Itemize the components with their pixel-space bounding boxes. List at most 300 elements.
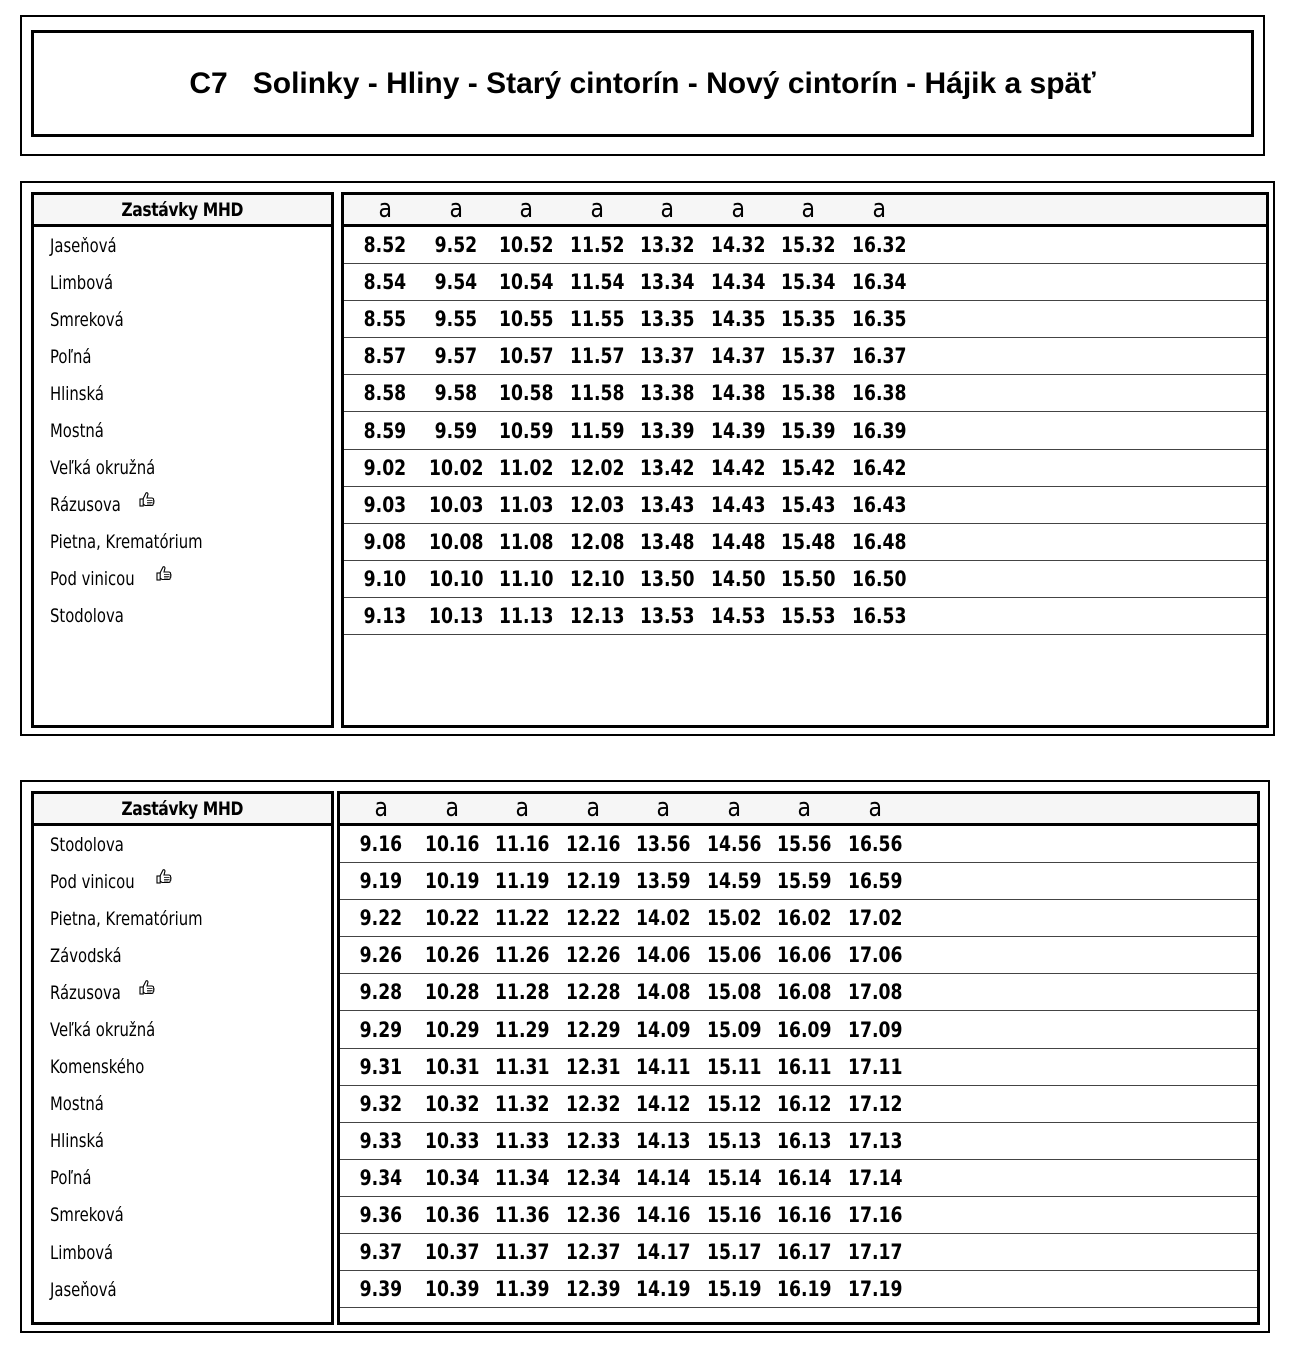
departure-time (350, 493, 421, 517)
departure-time-text: 12.31 (565, 1054, 620, 1079)
table-row (340, 1234, 1257, 1271)
departure-time-text: 10.37 (424, 1240, 479, 1265)
stop-row (34, 301, 331, 338)
departure-time-text: 12.13 (569, 603, 624, 628)
departure-time (699, 943, 770, 967)
departure-time-text: 12.19 (565, 869, 620, 894)
stop-row (34, 1160, 331, 1197)
departure-time (769, 906, 840, 930)
stops-header-label: Zastávky MHD (121, 198, 244, 221)
departure-time-text: 17.11 (847, 1054, 902, 1079)
departure-time (699, 1166, 770, 1190)
departure-time (703, 381, 774, 405)
departure-time (769, 1166, 840, 1190)
departure-time-text: 9.31 (359, 1054, 403, 1079)
departure-time-text: 15.35 (781, 307, 836, 332)
departure-time-text: 16.48 (851, 529, 906, 554)
departure-time (769, 1092, 840, 1116)
column-label: a (656, 793, 671, 823)
departure-time (350, 567, 421, 591)
departure-time (769, 832, 840, 856)
departure-time (487, 906, 558, 930)
departure-time-text: 15.39 (781, 418, 836, 443)
departure-time (840, 869, 911, 893)
departure-time-text: 13.34 (640, 270, 695, 295)
table-row (344, 375, 1266, 412)
departure-time-text: 17.16 (847, 1202, 902, 1227)
departure-time (844, 307, 915, 331)
departure-time-text: 15.53 (781, 603, 836, 628)
table-row (340, 1123, 1257, 1160)
departure-time (491, 270, 562, 294)
departure-time (487, 1240, 558, 1264)
departure-time-text: 12.34 (565, 1165, 620, 1190)
departure-time (487, 1018, 558, 1042)
departure-time-text: 10.55 (499, 307, 554, 332)
departure-time-text: 14.06 (636, 943, 691, 968)
stop-row (34, 375, 331, 412)
departure-time (844, 270, 915, 294)
departure-time-text: 15.48 (781, 529, 836, 554)
departure-time (558, 1018, 629, 1042)
departure-time (628, 1129, 699, 1153)
stop-row (34, 937, 331, 974)
departure-time (703, 270, 774, 294)
stop-row (34, 1271, 331, 1308)
departure-time-text: 13.59 (636, 869, 691, 894)
departure-time (769, 869, 840, 893)
departure-time-text: 8.57 (363, 344, 407, 369)
departure-time-text: 9.54 (434, 270, 477, 295)
departure-time-text: 10.34 (424, 1165, 479, 1190)
column-label: a (730, 194, 745, 224)
departure-time (769, 1203, 840, 1227)
departure-time (558, 906, 629, 930)
table-row (340, 900, 1257, 937)
column-label: a (374, 793, 389, 823)
table-row (340, 937, 1257, 974)
departure-time (350, 530, 421, 554)
departure-time (840, 943, 911, 967)
stop-row (34, 826, 331, 863)
departure-time-text: 16.16 (777, 1202, 832, 1227)
departure-time (487, 1277, 558, 1301)
departure-time-text: 11.58 (569, 381, 624, 406)
departure-time (628, 1240, 699, 1264)
departure-time (562, 567, 633, 591)
departure-time (487, 832, 558, 856)
departure-time-text: 10.08 (428, 529, 483, 554)
departure-time (840, 1277, 911, 1301)
departure-time-text: 12.33 (565, 1128, 620, 1153)
departure-time (417, 832, 488, 856)
departure-time-text: 17.02 (847, 906, 902, 931)
departure-time (699, 1018, 770, 1042)
departure-time (773, 493, 844, 517)
departure-time-text: 11.08 (499, 529, 554, 554)
departure-time (562, 270, 633, 294)
departure-time (346, 1092, 417, 1116)
departure-time (558, 943, 629, 967)
departure-time-text: 10.33 (424, 1128, 479, 1153)
departure-time-text: 13.43 (640, 492, 695, 517)
departure-time-text: 9.22 (359, 906, 403, 931)
departure-time (632, 604, 703, 628)
table-row (344, 301, 1266, 338)
departure-time (421, 456, 492, 480)
departure-time (840, 1166, 911, 1190)
departure-time-text: 16.56 (847, 832, 902, 857)
stop-name: Komenského (50, 1056, 145, 1079)
departure-time-text: 14.08 (636, 980, 691, 1005)
departure-time (346, 1240, 417, 1264)
departure-time-text: 14.35 (710, 307, 765, 332)
stop-row (34, 450, 331, 487)
stop-name: Jaseňová (50, 234, 117, 257)
stop-row (34, 900, 331, 937)
departure-time-text: 14.59 (706, 869, 761, 894)
departure-time-text: 8.52 (363, 233, 407, 258)
departure-time-text: 11.31 (495, 1054, 550, 1079)
title-frame (20, 15, 1265, 156)
departure-time (699, 980, 770, 1004)
table-row (340, 1160, 1257, 1197)
departure-time-text: 10.58 (499, 381, 554, 406)
stop-name: Smreková (50, 1204, 124, 1227)
departure-time-text: 15.02 (706, 906, 761, 931)
times-grid (341, 192, 1269, 728)
table-row (344, 487, 1266, 524)
departure-time-text: 9.08 (363, 529, 407, 554)
departure-time (562, 344, 633, 368)
departure-time-text: 10.28 (424, 980, 479, 1005)
departure-time-text: 14.12 (636, 1091, 691, 1116)
departure-time (558, 1166, 629, 1190)
departure-time-text: 11.02 (499, 455, 554, 480)
departure-time (632, 456, 703, 480)
departure-time-text: 16.34 (851, 270, 906, 295)
departure-time-text: 12.22 (565, 906, 620, 931)
departure-time (628, 980, 699, 1004)
stop-name: Hlinská (50, 382, 104, 405)
departure-time-text: 8.58 (363, 381, 407, 406)
departure-time-text: 12.37 (565, 1240, 620, 1265)
departure-time (421, 567, 492, 591)
stop-row (34, 598, 331, 635)
departure-time (840, 832, 911, 856)
departure-time (628, 1018, 699, 1042)
departure-time (844, 381, 915, 405)
departure-time-text: 12.28 (565, 980, 620, 1005)
departure-time-text: 16.53 (851, 603, 906, 628)
departure-time-text: 14.34 (710, 270, 765, 295)
departure-time-text: 12.03 (569, 492, 624, 517)
departure-time (699, 906, 770, 930)
departure-time-text: 16.35 (851, 307, 906, 332)
stops-list (34, 826, 331, 1308)
departure-time (769, 1055, 840, 1079)
stops-list (34, 227, 331, 635)
departure-time-text: 10.16 (424, 832, 479, 857)
departure-time-text: 12.08 (569, 529, 624, 554)
departure-time-text: 15.38 (781, 381, 836, 406)
departure-time (769, 1240, 840, 1264)
departure-time (844, 604, 915, 628)
departure-time (562, 493, 633, 517)
departure-time (491, 344, 562, 368)
departure-time-text: 15.11 (706, 1054, 761, 1079)
departure-time (417, 906, 488, 930)
column-label: a (515, 793, 530, 823)
departure-time-text: 9.19 (359, 869, 403, 894)
stop-name: Limbová (50, 271, 114, 294)
departure-time-text: 16.59 (847, 869, 902, 894)
departure-time-text: 16.06 (777, 943, 832, 968)
departure-time-text: 16.19 (777, 1277, 832, 1302)
stop-name: Hlinská (50, 1130, 104, 1153)
departure-time-text: 10.54 (499, 270, 554, 295)
table-row (340, 1271, 1257, 1308)
departure-time-text: 15.09 (706, 1017, 761, 1042)
departure-time-text: 13.32 (640, 233, 695, 258)
column-label: a (589, 194, 604, 224)
departure-time (844, 419, 915, 443)
stop-row (34, 1234, 331, 1271)
departure-time (417, 1092, 488, 1116)
timetable-return (20, 780, 1270, 1333)
departure-time (417, 943, 488, 967)
departure-time (491, 456, 562, 480)
stop-name: Stodolova (50, 833, 124, 856)
departure-time-text: 15.34 (781, 270, 836, 295)
stop-name: Závodská (50, 944, 122, 967)
timetable-outbound (20, 181, 1275, 736)
departure-time (769, 1129, 840, 1153)
thumbs-up-icon (137, 490, 157, 510)
stop-row (34, 412, 331, 449)
departure-time (558, 1129, 629, 1153)
table-row (344, 227, 1266, 264)
stop-name: Pod vinicou (50, 568, 135, 591)
departure-time-text: 10.10 (428, 566, 483, 591)
departure-time-text: 9.52 (434, 233, 477, 258)
departure-time (773, 419, 844, 443)
departure-time-text: 10.19 (424, 869, 479, 894)
departure-time (487, 1092, 558, 1116)
stop-name: Veľká okružná (50, 457, 156, 480)
departure-time (840, 1240, 911, 1264)
departure-time (346, 943, 417, 967)
stop-row (34, 1123, 331, 1160)
departure-time (350, 307, 421, 331)
departure-time-text: 11.55 (569, 307, 624, 332)
departure-time-text: 15.08 (706, 980, 761, 1005)
stop-row (34, 1197, 331, 1234)
departure-time (632, 381, 703, 405)
departure-time-text: 11.33 (495, 1128, 550, 1153)
departure-time-text: 16.02 (777, 906, 832, 931)
column-label: a (448, 194, 463, 224)
departure-time-text: 11.32 (495, 1091, 550, 1116)
departure-time (421, 604, 492, 628)
column-label: a (726, 793, 741, 823)
departure-time (632, 270, 703, 294)
departure-time-text: 13.56 (636, 832, 691, 857)
departure-time (491, 493, 562, 517)
departure-time (421, 493, 492, 517)
departure-time (346, 832, 417, 856)
departure-time-text: 15.37 (781, 344, 836, 369)
departure-time (632, 567, 703, 591)
departure-time (769, 943, 840, 967)
times-list (344, 227, 1266, 635)
stop-row (34, 524, 331, 561)
departure-time (773, 604, 844, 628)
departure-time (558, 1092, 629, 1116)
departure-time-text: 13.42 (640, 455, 695, 480)
departure-time-text: 11.37 (495, 1240, 550, 1265)
departure-time (417, 1240, 488, 1264)
stop-name: Mostná (50, 420, 104, 443)
departure-time-text: 14.56 (706, 832, 761, 857)
departure-time (844, 493, 915, 517)
departure-time (562, 233, 633, 257)
table-row (340, 974, 1257, 1011)
stop-name: Limbová (50, 1241, 114, 1264)
thumbs-up-icon (154, 867, 174, 887)
departure-time (558, 869, 629, 893)
departure-time-text: 16.38 (851, 381, 906, 406)
departure-time-text: 10.29 (424, 1017, 479, 1042)
departure-time (346, 906, 417, 930)
departure-time-text: 11.10 (499, 566, 554, 591)
departure-time (840, 1129, 911, 1153)
table-row (344, 524, 1266, 561)
departure-time (773, 233, 844, 257)
departure-time (628, 1092, 699, 1116)
departure-time (562, 604, 633, 628)
departure-time-text: 15.59 (777, 869, 832, 894)
departure-time-text: 13.35 (640, 307, 695, 332)
departure-time-text: 13.38 (640, 381, 695, 406)
departure-time-text: 10.59 (499, 418, 554, 443)
departure-time (350, 456, 421, 480)
departure-time (346, 1018, 417, 1042)
departure-time-text: 10.32 (424, 1091, 479, 1116)
stop-name: Pietna, Krematórium (50, 531, 203, 554)
departure-time-text: 15.50 (781, 566, 836, 591)
departure-time-text: 14.17 (636, 1240, 691, 1265)
stop-row (34, 974, 331, 1011)
departure-time-text: 14.48 (710, 529, 765, 554)
stops-header (34, 794, 331, 826)
departure-time (350, 381, 421, 405)
stop-name: Pod vinicou (50, 870, 135, 893)
departure-time-text: 11.26 (495, 943, 550, 968)
departure-time (558, 1277, 629, 1301)
departure-time (487, 980, 558, 1004)
departure-time-text: 16.13 (777, 1128, 832, 1153)
departure-time (703, 604, 774, 628)
departure-time-text: 15.43 (781, 492, 836, 517)
departure-time (491, 381, 562, 405)
departure-time (840, 980, 911, 1004)
departure-time (632, 493, 703, 517)
table-row (344, 338, 1266, 375)
table-row (344, 598, 1266, 635)
departure-time (703, 456, 774, 480)
departure-time (558, 1055, 629, 1079)
departure-time-text: 11.22 (495, 906, 550, 931)
stop-name: Poľná (50, 345, 92, 368)
departure-time-text: 16.14 (777, 1165, 832, 1190)
departure-time (840, 906, 911, 930)
stop-name: Smreková (50, 308, 124, 331)
departure-time (844, 567, 915, 591)
departure-time-text: 9.13 (363, 603, 407, 628)
departure-time (703, 233, 774, 257)
departure-time (699, 869, 770, 893)
departure-time (417, 869, 488, 893)
departure-time-text: 14.50 (710, 566, 765, 591)
stop-row (34, 1086, 331, 1123)
column-label: a (801, 194, 816, 224)
departure-time-text: 12.39 (565, 1277, 620, 1302)
stops-header (34, 195, 331, 227)
departure-time (558, 1203, 629, 1227)
departure-time-text: 17.17 (847, 1240, 902, 1265)
departure-time (840, 1018, 911, 1042)
departure-time (421, 307, 492, 331)
departure-time (421, 530, 492, 554)
departure-time-text: 17.13 (847, 1128, 902, 1153)
departure-time-text: 9.58 (434, 381, 477, 406)
stop-row (34, 338, 331, 375)
departure-time-text: 14.14 (636, 1165, 691, 1190)
times-header (344, 195, 1266, 227)
departure-time-text: 9.29 (359, 1017, 403, 1042)
departure-time-text: 16.11 (777, 1054, 832, 1079)
departure-time (421, 344, 492, 368)
departure-time (703, 493, 774, 517)
departure-time (628, 1055, 699, 1079)
departure-time (773, 344, 844, 368)
departure-time-text: 15.17 (706, 1240, 761, 1265)
departure-time (487, 1055, 558, 1079)
departure-time (491, 604, 562, 628)
departure-time-text: 13.39 (640, 418, 695, 443)
column-label: a (585, 793, 600, 823)
table-row (340, 1011, 1257, 1048)
departure-time (703, 567, 774, 591)
departure-time (699, 1129, 770, 1153)
departure-time (628, 1203, 699, 1227)
departure-time-text: 10.03 (428, 492, 483, 517)
departure-time-text: 10.36 (424, 1202, 479, 1227)
departure-time (417, 1055, 488, 1079)
stop-name: Jaseňová (50, 1278, 117, 1301)
departure-time (703, 307, 774, 331)
departure-time (346, 1166, 417, 1190)
table-row (344, 264, 1266, 301)
departure-time-text: 12.29 (565, 1017, 620, 1042)
departure-time-text: 9.26 (359, 943, 403, 968)
departure-time-text: 14.02 (636, 906, 691, 931)
departure-time (562, 530, 633, 554)
departure-time-text: 14.16 (636, 1202, 691, 1227)
departure-time (628, 832, 699, 856)
stop-name: Rázusova (50, 494, 121, 517)
